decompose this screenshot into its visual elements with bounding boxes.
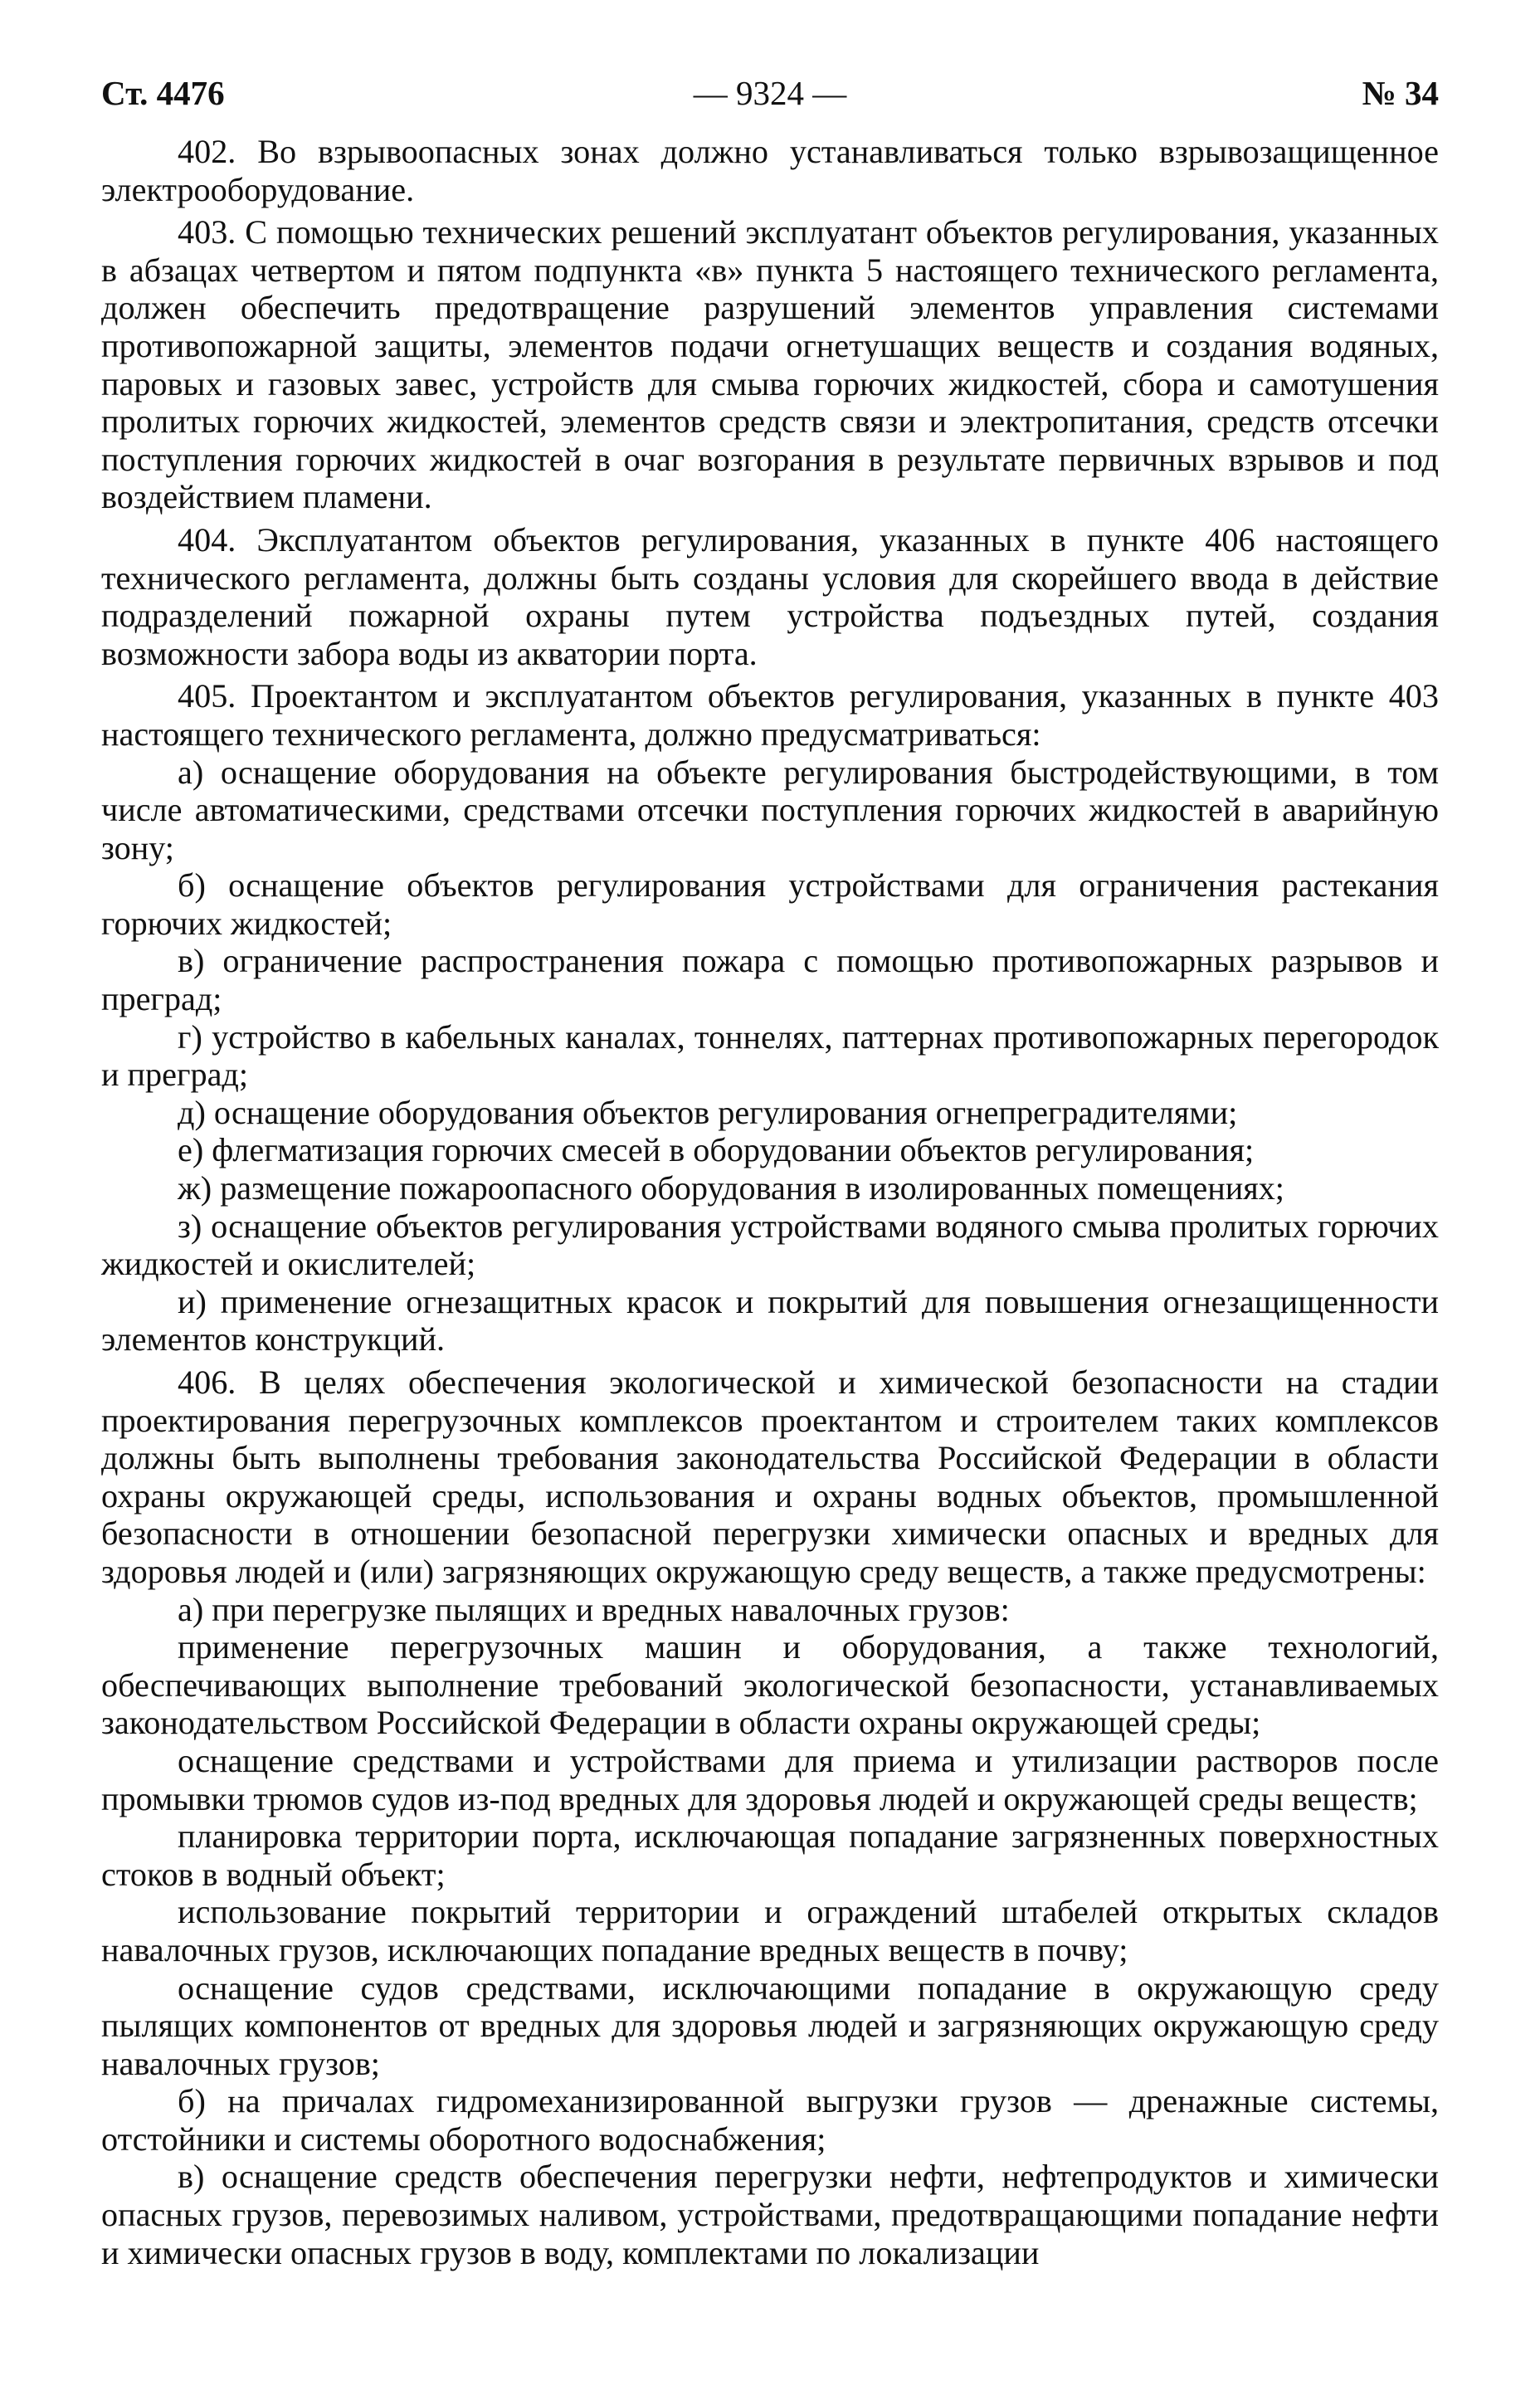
list-item-406-v: в) оснащение средств обеспечения перегрузки нефти, нефтепродуктов и химически опасных грузов, перевозимых наливом, устройствами, предотвращающими попадание нефти и химически опасных грузов в воду, комплектами по локализации: [101, 2158, 1439, 2271]
sub-item-406-a-2: оснащение средствами и устройствами для приема и утилизации растворов после промывки трюмов судов из-под вредных для здоровья людей и окружающей среды веществ;: [101, 1741, 1439, 1817]
document-body: [101, 133, 1439, 2271]
list-item-405-e: е) флегматизация горючих смесей в оборудовании объектов регулирования;: [178, 1131, 1255, 1169]
issue-number: № 34: [1362, 74, 1439, 112]
list-item-405-b: б) оснащение объектов регулирования устройствами для ограничения растекания горючих жидкостей;: [101, 866, 1439, 942]
list-item-405-g: г) устройство в кабельных каналах, тоннелях, паттернах противопожарных перегородок и преград;: [101, 1017, 1439, 1094]
paragraph-403: 403. С помощью технических решений эксплуатант объектов регулирования, указанных в абзацах четвертом и пятом подпункта «в» пункта 5 настоящего технического регламента, должен обеспечить предотвращение разрушений элементов управления системами противопожарной защиты, элементов подачи огнетушащих веществ и создания водяных, паровых и газовых завес, устройств для смыва горючих жидкостей, сбора и самотушения пролитых горючих жидкостей, элементов средств связи и электропитания, средств отсечки поступления горючих жидкостей в очаг возгорания в результате первичных взрывов и под воздействием пламени.: [101, 213, 1439, 516]
article-number: Ст. 4476: [101, 74, 225, 112]
list-item-405-i: и) применение огнезащитных красок и покрытий для повышения огнезащищенности элементов конструкций.: [101, 1282, 1439, 1359]
page-number: — 9324 —: [693, 74, 847, 112]
list-item-405-zh: ж) размещение пожароопасного оборудования в изолированных помещениях;: [178, 1169, 1284, 1207]
sub-item-406-a-3: планировка территории порта, исключающая попадание загрязненных поверхностных стоков в водный объект;: [101, 1817, 1439, 1893]
sub-item-406-a-5: оснащение судов средствами, исключающими попадание в окружающую среду пылящих компонентов от вредных для здоровья людей и загрязняющих окружающую среду навалочных грузов;: [101, 1968, 1439, 2082]
list-item-405-d: д) оснащение оборудования объектов регулирования огнепреградителями;: [178, 1093, 1238, 1131]
list-item-406-a: а) при перегрузке пылящих и вредных навалочных грузов:: [178, 1590, 1010, 1628]
list-item-405-v: в) ограничение распространения пожара с помощью противопожарных разрывов и преград;: [101, 942, 1439, 1018]
paragraph-402: 402. Во взрывоопасных зонах должно устанавливаться только взрывозащищенное электрооборудование.: [101, 133, 1439, 208]
list-item-406-b: б) на причалах гидромеханизированной выгрузки грузов — дренажные системы, отстойники и системы оборотного водоснабжения;: [101, 2082, 1439, 2158]
paragraph-405: 405. Проектантом и эксплуатантом объектов регулирования, указанных в пункте 403 настоящего технического регламента, должно предусматриваться:: [101, 677, 1439, 753]
list-item-405-a: а) оснащение оборудования на объекте регулирования быстродействующими, в том числе автоматическими, средствами отсечки поступления горючих жидкостей в аварийную зону;: [101, 753, 1439, 866]
list-item-405-z: з) оснащение объектов регулирования устройствами водяного смыва пролитых горючих жидкостей и окислителей;: [101, 1207, 1439, 1283]
paragraph-406: 406. В целях обеспечения экологической и химической безопасности на стадии проектирования перегрузочных комплексов проектантом и строителем таких комплексов должны быть выполнены требования законодательства Российской Федерации в области охраны окружающей среды, использования и охраны водных объектов, промышленной безопасности в отношении безопасной перегрузки химически опасных и вредных для здоровья людей и (или) загрязняющих окружающую среду веществ, а также предусмотрены:: [101, 1363, 1439, 1590]
sub-item-406-a-1: применение перегрузочных машин и оборудования, а также технологий, обеспечивающих выполнение требований экологической безопасности, устанавливаемых законодательством Российской Федерации в области охраны окружающей среды;: [101, 1628, 1439, 1742]
sub-item-406-a-4: использование покрытий территории и ограждений штабелей открытых складов навалочных грузов, исключающих попадание вредных веществ в почву;: [101, 1893, 1439, 1968]
paragraph-404: 404. Эксплуатантом объектов регулирования, указанных в пункте 406 настоящего технического регламента, должны быть созданы условия для скорейшего ввода в действие подразделений пожарной охраны путем устройства подъездных путей, создания возможности забора воды из акватории порта.: [101, 520, 1439, 672]
page-header: [101, 70, 1439, 116]
